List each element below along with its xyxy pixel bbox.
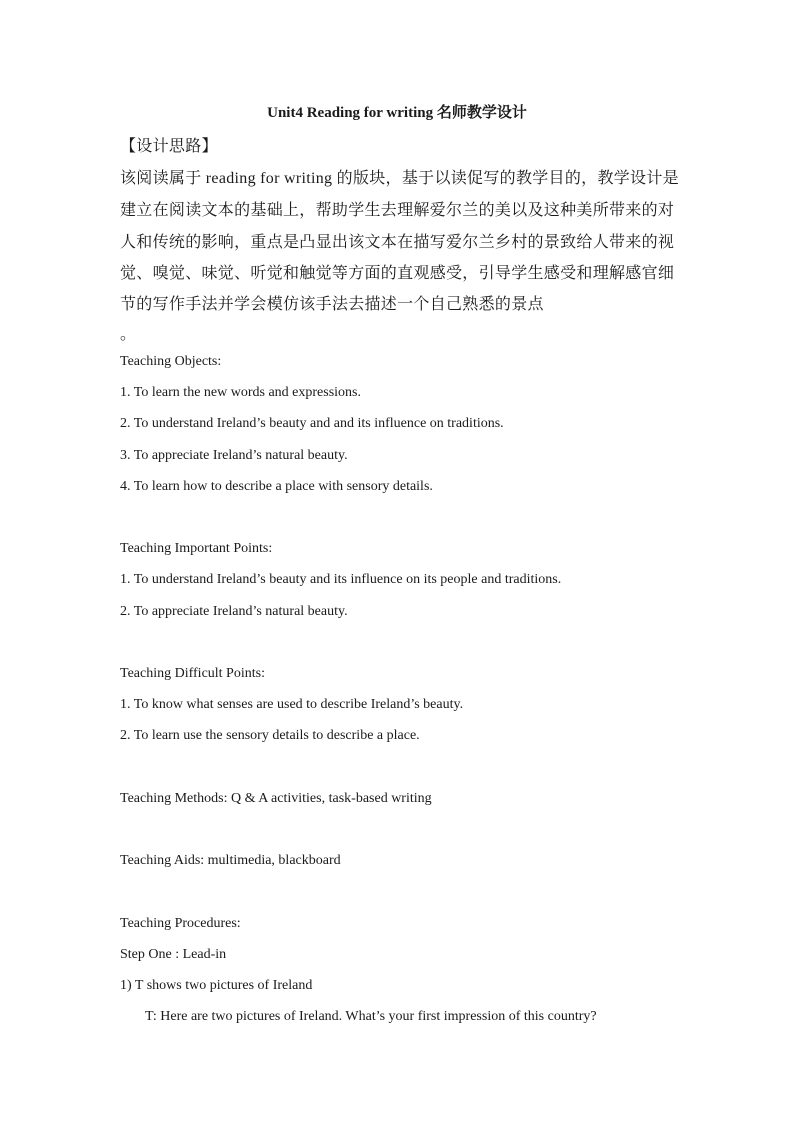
difficult-points-heading: Teaching Difficult Points:	[120, 666, 265, 681]
important-point-item: 2. To appreciate Ireland’s natural beauty.	[120, 604, 348, 619]
procedure-item: 1) T shows two pictures of Ireland	[120, 978, 313, 993]
design-line: 节的写作手法并学会模仿该手法去描述一个自己熟悉的景点	[120, 296, 544, 313]
teaching-methods: Teaching Methods: Q & A activities, task-based writing	[120, 791, 432, 806]
procedures-heading: Teaching Procedures:	[120, 916, 241, 931]
important-point-item: 1. To understand Ireland’s beauty and its influence on its people and traditions.	[120, 572, 562, 587]
difficult-point-item: 2. To learn use the sensory details to describe a place.	[120, 728, 420, 743]
difficult-point-item: 1. To know what senses are used to describe Ireland’s beauty.	[120, 697, 464, 712]
objective-item: 3. To appreciate Ireland’s natural beauty.	[120, 448, 348, 463]
design-line: 建立在阅读文本的基础上，帮助学生去理解爱尔兰的美以及这种美所带来的对	[120, 202, 675, 219]
step-one-heading: Step One : Lead-in	[120, 947, 227, 962]
objectives-heading: Teaching Objects:	[120, 354, 222, 369]
teacher-dialogue: T: Here are two pictures of Ireland. What’s your first impression of this country?	[145, 1009, 597, 1024]
design-line: 人和传统的影响，重点是凸显出该文本在描写爱尔兰乡村的景致给人带来的视	[120, 234, 675, 251]
important-points-heading: Teaching Important Points:	[120, 541, 273, 556]
design-line: 。	[120, 326, 137, 343]
objective-item: 2. To understand Ireland’s beauty and and its influence on traditions.	[120, 416, 504, 431]
design-line: 该阅读属于 reading for writing 的版块，基于以读促写的教学目的，教学设计是	[120, 170, 679, 187]
objective-item: 1. To learn the new words and expressions.	[120, 385, 361, 400]
document-title: Unit4 Reading for writing 名师教学设计	[267, 105, 527, 121]
objective-item: 4. To learn how to describe a place with sensory details.	[120, 479, 433, 494]
design-line: 觉、嗅觉、味觉、听觉和触觉等方面的直观感受，引导学生感受和理解感官细	[120, 265, 675, 282]
teaching-aids: Teaching Aids: multimedia, blackboard	[120, 853, 341, 868]
design-heading: 【设计思路】	[120, 138, 218, 155]
